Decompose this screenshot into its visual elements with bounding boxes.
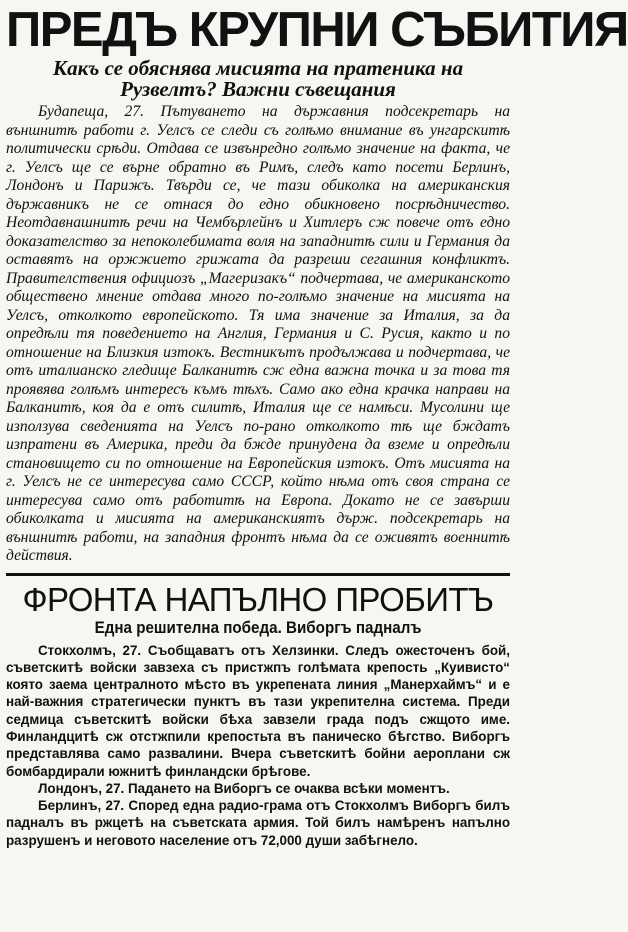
article-1-body: Будапеща, 27. Пътуването на държавния подсекретарь на външнитѣ работи г. Уелсъ се следи съ голѣмо внимание въ унгарскитѣ политически срѣди. Отдава се извънредно голѣмо значение на факта, че г. Уелсъ ще се върне обратно въ Римъ, следъ като посети Берлинъ, Лондонъ и Парижъ. Твърди се, че тази обиколка на американския държавникъ не се отнася до едно обикновено посрѣдничество. Неотдавнашнитѣ речи на Чембърлейнъ и Хитлеръ сж повече отъ едно доказателство за непоколебимата воля на западнитѣ сили и Германия да оставятъ на оржжието грижата да разреши сегашния конфликтъ. Правителствения официозъ „Магеризакъ“ подчертава, че американското обществено мнение отдава много по-голѣмо значение на мисията на Уелсъ, отколкото европейското. Тя има значение за Италия, за да опредѣли тя поведението на Англия, Германия и С. Русия, както и по отношение на Близкия изтокъ. Вестникътъ продължава и подчертава, че отъ италианско гледище Балканитѣ сж една важна точка и за това тя проявява голѣмъ интересъ къмъ тѣхъ. Само ако една крачка направи на Балканитѣ, коя да е отъ силитѣ, Италия ще се намѣси. Мусолини ще използува сведенията на Уелсъ по-рано отколкото тѣ ще бждатъ изпратени въ Америка, преди да бжде принудена да вземе и опредѣли становището си по отношение на Европейския изтокъ. Отъ мисията на г. Уелсъ не се интересува само СССР, който нѣма отъ своя страна се интересува само отъ работитѣ на Европа. Докато не се завърши обиколката и мисията на американскиятъ държ. подсекретарь на външнитѣ работи, на западния фронтъ нѣма да се оживятъ военнитѣ действия. [6,103,510,564]
section-divider [6,573,510,576]
article-1 [6,3,628,566]
article-2-paragraph: Берлинъ, 27. Според една радио-грама отъ Стокхолмъ Виборгъ билъ падналъ въ ржцетѣ на съветската армия. Той билъ намѣренъ напълно разрушенъ и неговото население отъ 72,000 души забѣгнело. [6,798,510,848]
article-2 [6,582,510,850]
article-2-subheadline: Една решителна победа. Виборгъ падналъ [94,618,422,637]
article-2-headline: ФРОНТА НАПЪЛНО ПРОБИТЪ [22,580,494,618]
article-2-paragraph: Стокхолмъ, 27. Съобщаватъ отъ Хелзинки. Следъ ожесточенъ бой, съветскитѣ войски завзеха съ пристжпъ голѣмата крепость „Куивисто“ която заема централното мѣсто въ укрепената линия „Манерхаймъ“ и е най-важния стратегически пунктъ въ тази укрепителна система. Преди седмица съветскитѣ войски бѣха завзели града подъ сжщото име. Финландцитѣ сж отстжпили крепостьта въ паническо бѣгство. Виборгъ представлява само развалини. Вчера съветскитѣ бойни аероплани сж бомбардирали южнитѣ финландски брѣгове. [6,642,510,779]
article-1-headline: ПРЕДЪ КРУПНИ СЪБИТИЯ [6,3,628,57]
article-1-subheadline: Какъ се обяснява мисията на пратеника на Рузвелтъ? Важни съвещания [52,56,464,101]
article-2-paragraph: Лондонъ, 27. Падането на Виборгъ се очаква всѣки моментъ. [38,780,450,796]
